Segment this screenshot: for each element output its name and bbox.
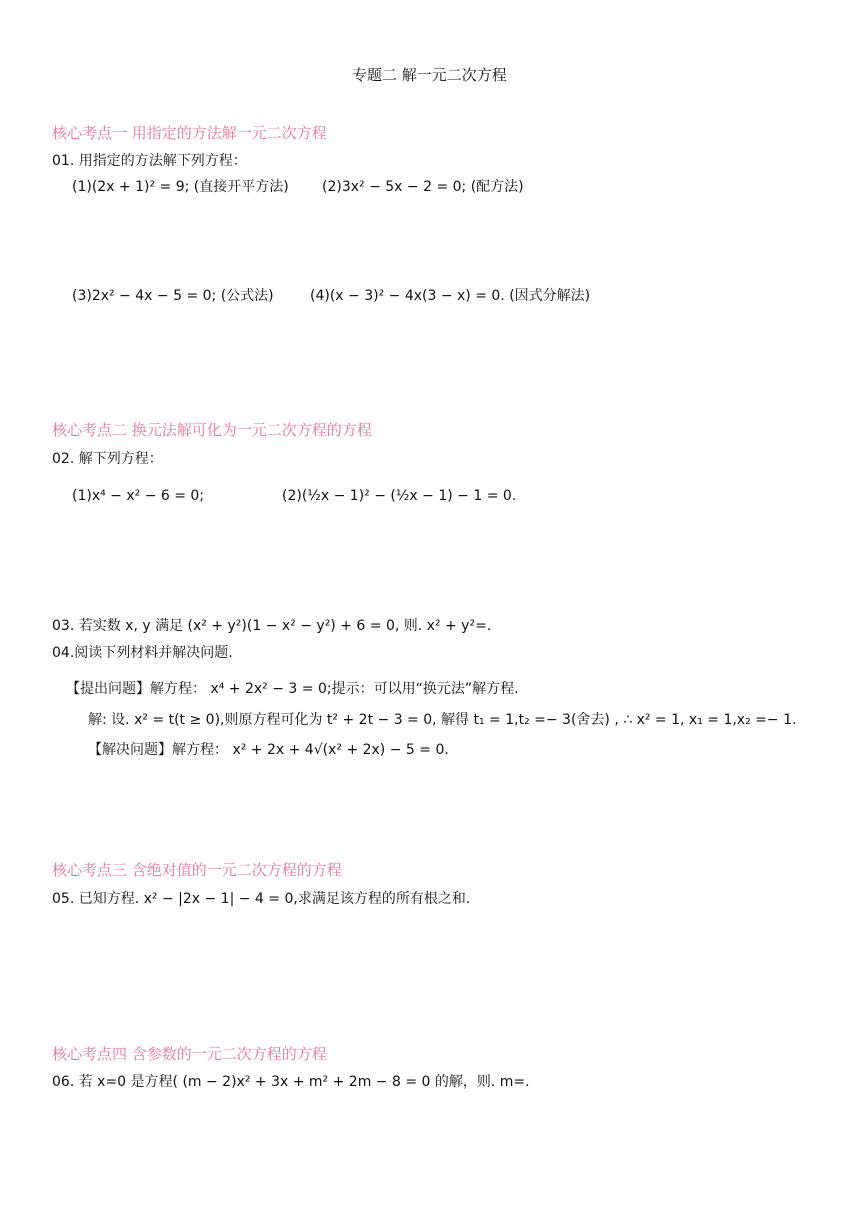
page-title: 专题二 解一元二次方程 bbox=[352, 66, 507, 84]
question-03: 03. 若实数 x, y 满足 (x² + y²)(1 − x² − y²) + 6 = 0, 则. x² + y²=. bbox=[52, 618, 492, 634]
question-02-part-1: (1)x⁴ − x² − 6 = 0; bbox=[72, 488, 205, 504]
question-06: 06. 若 x=0 是方程( (m − 2)x² + 3x + m² + 2m − 8 = 0 的解，则. m=. bbox=[52, 1074, 530, 1090]
question-01-part-2: (2)3x² − 5x − 2 = 0; (配方法) bbox=[322, 179, 524, 195]
question-04-line-2: 解: 设. x² = t(t ≥ 0),则原方程可化为 t² + 2t − 3 = 0, 解得 t₁ = 1,t₂ =− 3(舍去) , ∴ x² = 1, x₁ = 1,x₂ =− 1. bbox=[88, 712, 797, 728]
section-heading-2: 核心考点二 换元法解可化为一元二次方程的方程 bbox=[52, 421, 372, 439]
section-heading-1: 核心考点一 用指定的方法解一元二次方程 bbox=[52, 124, 327, 142]
question-04-stem: 04.阅读下列材料并解决问题. bbox=[52, 645, 233, 661]
question-02-part-2: (2)(½x − 1)² − (½x − 1) − 1 = 0. bbox=[282, 488, 517, 504]
question-02-stem: 02. 解下列方程： bbox=[52, 451, 163, 467]
question-01-part-3: (3)2x² − 4x − 5 = 0; (公式法) bbox=[72, 288, 274, 304]
question-01-part-4: (4)(x − 3)² − 4x(3 − x) = 0. (因式分解法) bbox=[310, 288, 591, 304]
section-heading-3: 核心考点三 含绝对值的一元二次方程的方程 bbox=[52, 861, 342, 879]
question-01-part-1: (1)(2x + 1)² = 9; (直接开平方法) bbox=[72, 179, 289, 195]
question-01-stem: 01. 用指定的方法解下列方程： bbox=[52, 153, 247, 169]
question-04-line-3: 【解决问题】解方程： x² + 2x + 4√(x² + 2x) − 5 = 0. bbox=[88, 742, 449, 758]
section-heading-4: 核心考点四 含参数的一元二次方程的方程 bbox=[52, 1045, 327, 1063]
question-05: 05. 已知方程. x² − |2x − 1| − 4 = 0,求满足该方程的所有根之和. bbox=[52, 891, 471, 907]
question-04-line-1: 【提出问题】解方程： x⁴ + 2x² − 3 = 0;提示：可以用“换元法”解方程. bbox=[66, 681, 519, 697]
